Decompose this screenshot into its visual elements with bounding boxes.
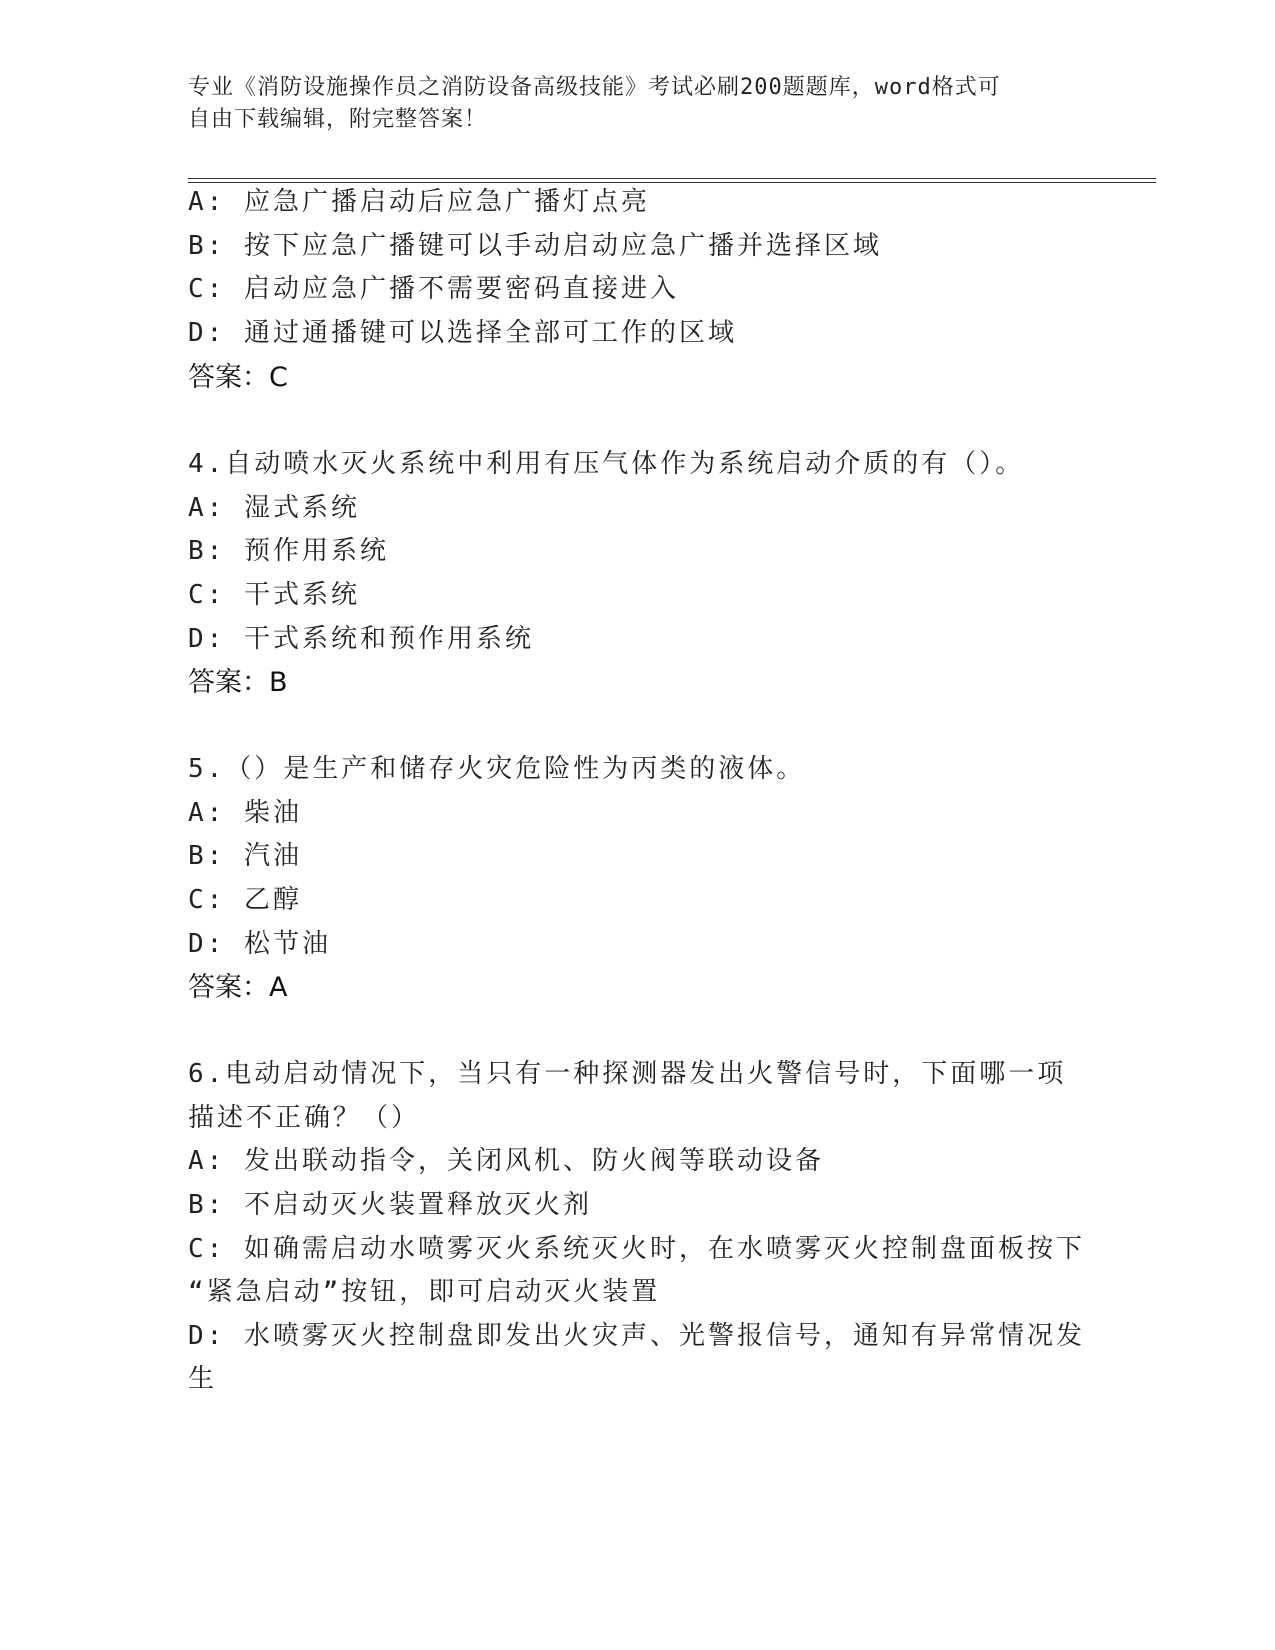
q5-option-b: B: 汽油 bbox=[188, 841, 302, 871]
q5-option-a: A: 柴油 bbox=[188, 798, 302, 828]
q5-option-c: C: 乙醇 bbox=[188, 885, 302, 915]
q6-option-a: A: 发出联动指令，关闭风机、防火阀等联动设备 bbox=[188, 1146, 824, 1176]
q6-option-d-line-1: D: 水喷雾灭火控制盘即发出火灾声、光警报信号，通知有异常情况发 bbox=[188, 1321, 1085, 1351]
q6-option-b: B: 不启动灭火装置释放灭火剂 bbox=[188, 1190, 592, 1220]
q3-option-b: B: 按下应急广播键可以手动启动应急广播并选择区域 bbox=[188, 231, 882, 261]
q5-stem: 5.（）是生产和储存火灾危险性为丙类的液体。 bbox=[188, 754, 806, 784]
q3-option-a: A: 应急广播启动后应急广播灯点亮 bbox=[188, 187, 650, 217]
q4-answer: 答案：B bbox=[188, 667, 288, 698]
q6-option-c-line-1: C: 如确需启动水喷雾灭火系统灭火时，在水喷雾灭火控制盘面板按下 bbox=[188, 1234, 1085, 1264]
q4-stem: 4.自动喷水灭火系统中利用有压气体作为系统启动介质的有（）。 bbox=[188, 449, 1025, 479]
q4-option-d: D: 干式系统和预作用系统 bbox=[188, 624, 534, 654]
document-header bbox=[188, 72, 1068, 136]
q3-answer: 答案：C bbox=[188, 362, 288, 393]
q3-option-d: D: 通过通播键可以选择全部可工作的区域 bbox=[188, 318, 737, 348]
q5-answer: 答案：A bbox=[188, 972, 288, 1003]
header-line-2: 自由下载编辑，附完整答案！ bbox=[188, 107, 488, 132]
q5-option-d: D: 松节油 bbox=[188, 929, 331, 959]
header-line-1: 专业《消防设施操作员之消防设备高级技能》考试必刷200题题库，word格式可 bbox=[188, 75, 1001, 100]
q6-stem-line-2: 描述不正确？（） bbox=[188, 1103, 421, 1133]
q6-option-d-line-2: 生 bbox=[188, 1364, 218, 1394]
q6-stem-line-1: 6.电动启动情况下，当只有一种探测器发出火警信号时，下面哪一项 bbox=[188, 1059, 1067, 1089]
q6-option-c-line-2: “紧急启动”按钮，即可启动灭火装置 bbox=[188, 1277, 661, 1307]
q3-option-c: C: 启动应急广播不需要密码直接进入 bbox=[188, 274, 679, 304]
header-divider bbox=[188, 178, 1156, 183]
q4-option-b: B: 预作用系统 bbox=[188, 536, 389, 566]
q4-option-a: A: 湿式系统 bbox=[188, 493, 360, 523]
q4-option-c: C: 干式系统 bbox=[188, 580, 360, 610]
